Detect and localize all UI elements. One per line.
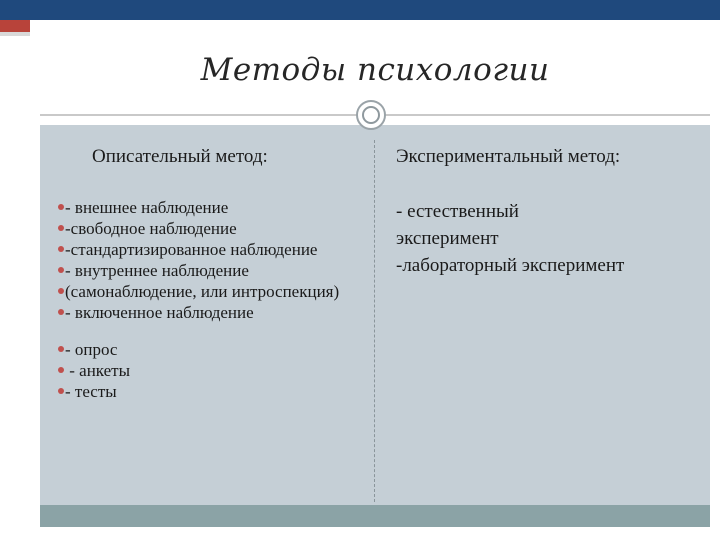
bullet-icon [58, 288, 64, 294]
left-column-list [58, 198, 368, 401]
bullet-icon [58, 367, 64, 373]
bullet-icon [58, 267, 64, 273]
list-item: (самонаблюдение, или интроспекция) [58, 282, 368, 301]
top-header-bar [0, 0, 720, 20]
list-item: -стандартизированное наблюдение [58, 240, 368, 259]
circle-ornament-icon [356, 100, 386, 130]
left-column-heading: Описательный метод: [92, 146, 268, 167]
list-gap [58, 324, 368, 338]
right-line: - естественный [396, 201, 519, 222]
list-item: - анкеты [58, 361, 368, 380]
bullet-icon [58, 346, 64, 352]
right-line: эксперимент [396, 228, 499, 249]
corner-accent [0, 20, 30, 32]
right-column-heading: Экспериментальный метод: [396, 146, 621, 167]
right-column [396, 146, 696, 279]
list-item: - опрос [58, 340, 368, 359]
corner-accent-stripe [0, 32, 30, 36]
slide-title: Методы психологии [200, 52, 550, 88]
bullet-icon [58, 225, 64, 231]
list-item: - внутреннее наблюдение [58, 261, 368, 280]
bottom-bar [40, 505, 710, 527]
right-column-list [396, 198, 696, 279]
bullet-icon [58, 388, 64, 394]
list-item: - внешнее наблюдение [58, 198, 368, 217]
bullet-icon [58, 204, 64, 210]
bullet-icon [58, 246, 64, 252]
list-item: - тесты [58, 382, 368, 401]
bullet-icon [58, 309, 64, 315]
right-line: -лабораторный эксперимент [396, 255, 625, 276]
list-item: - включенное наблюдение [58, 303, 368, 322]
left-column [58, 146, 368, 403]
column-divider [374, 140, 375, 502]
list-item: -свободное наблюдение [58, 219, 368, 238]
